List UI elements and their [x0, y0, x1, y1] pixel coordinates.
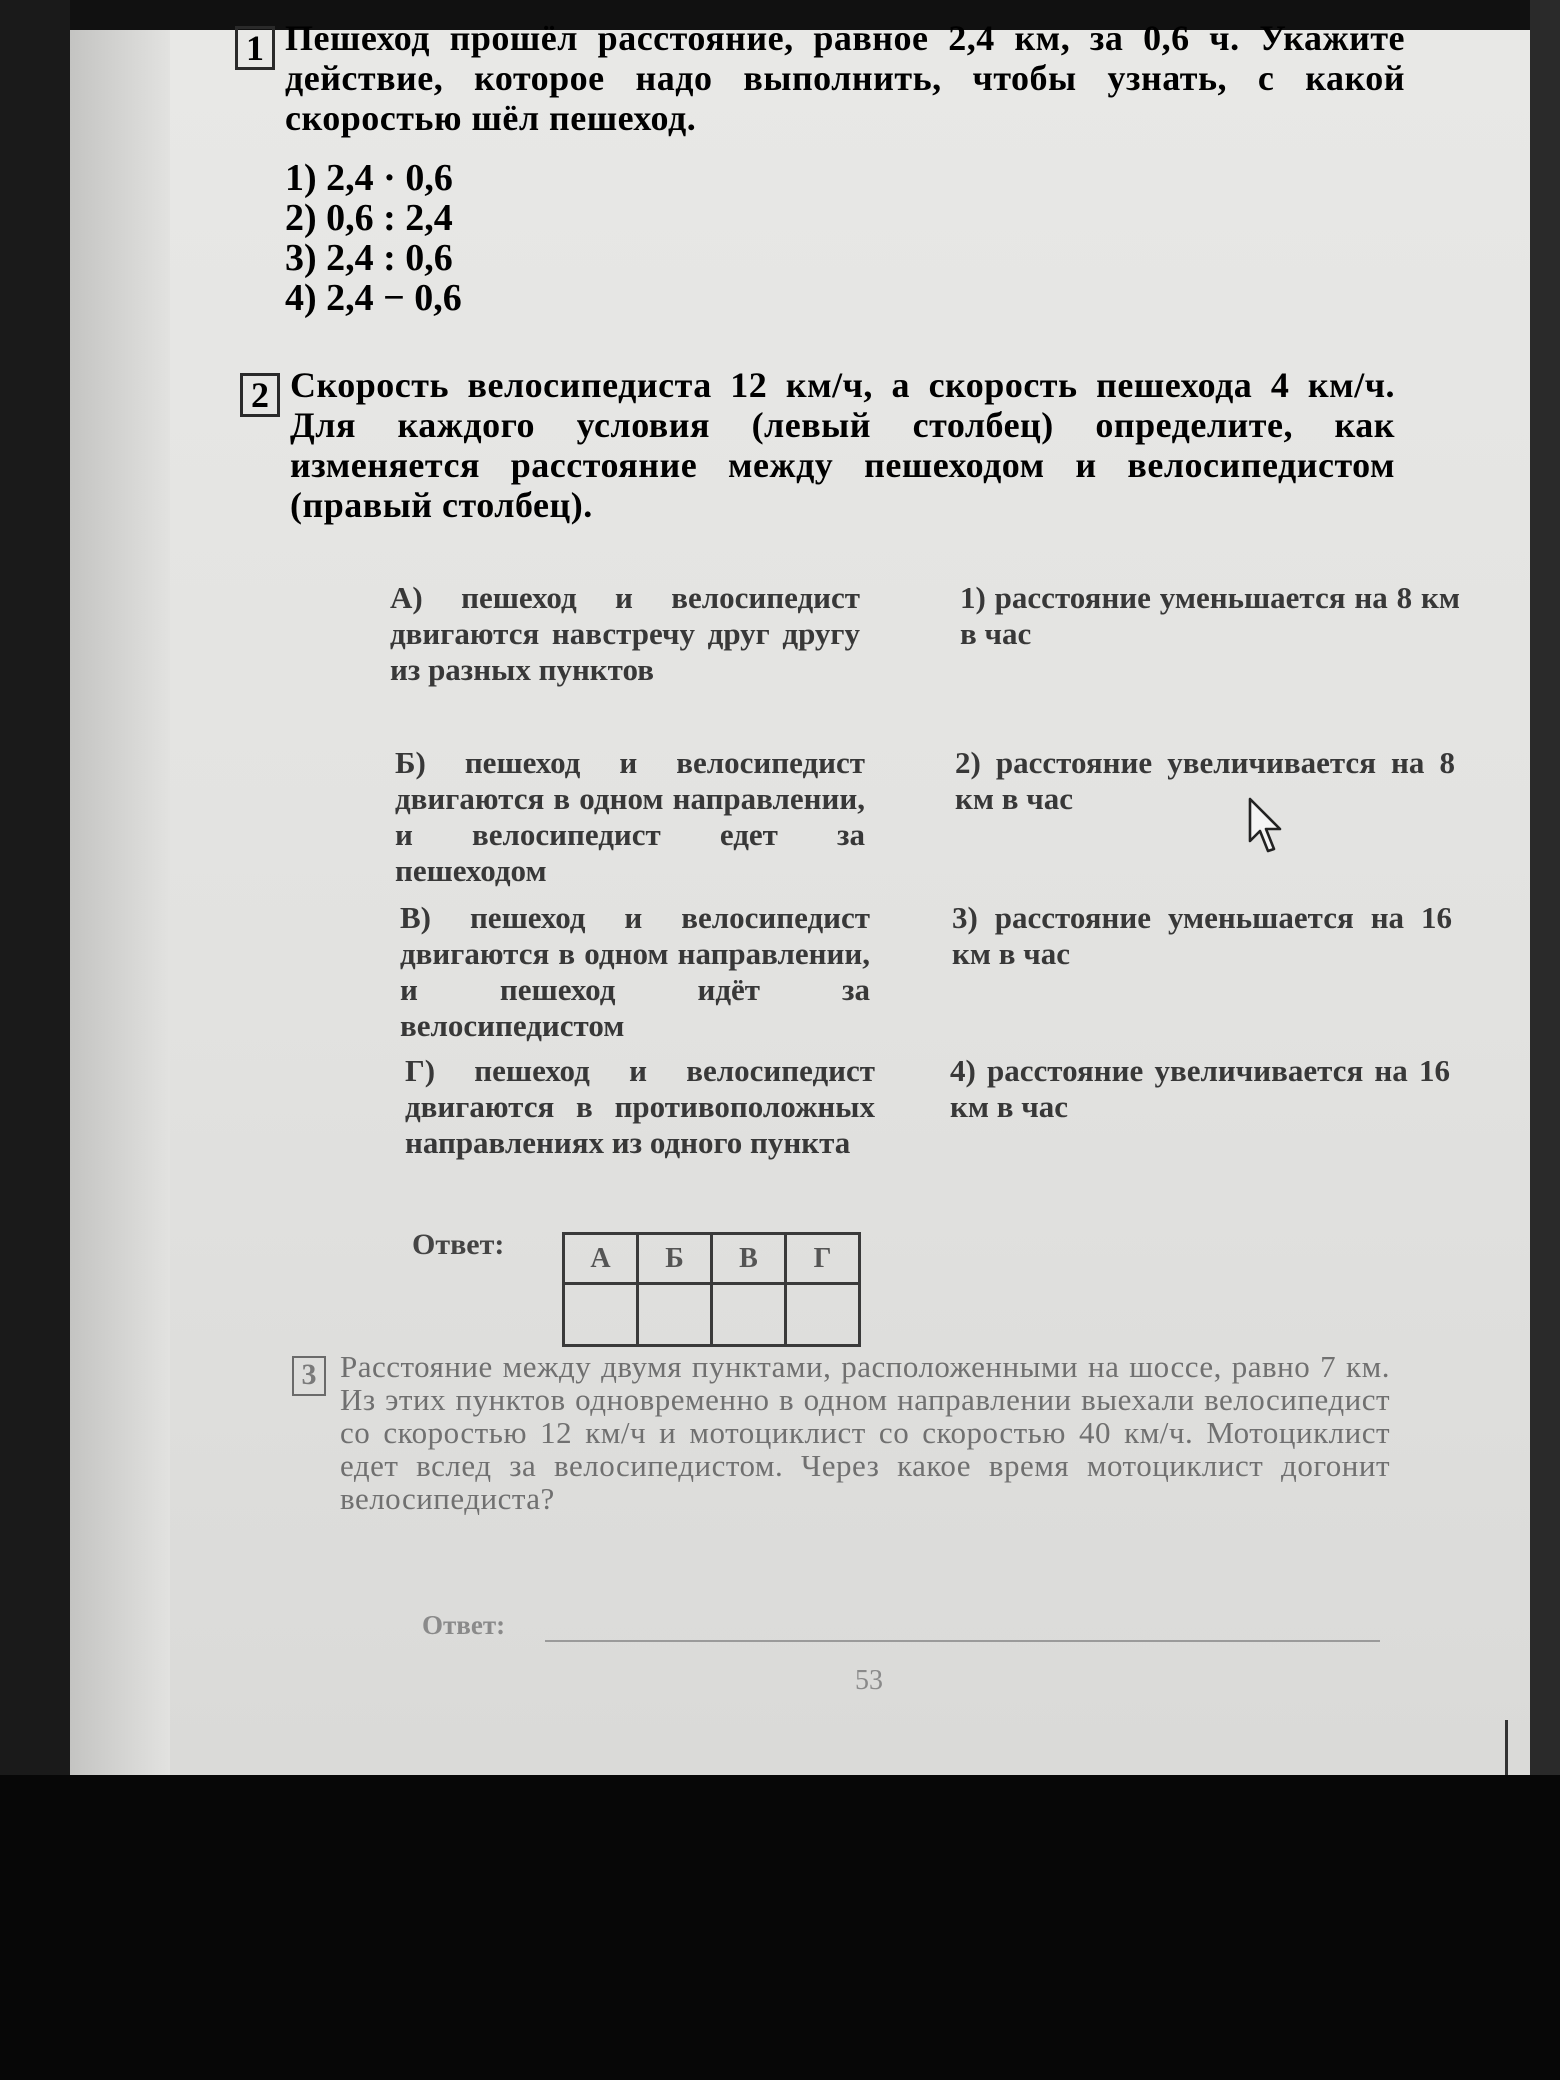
condition-a-text: А) пешеход и велосипедист двигаются навстречу друг другу из разных пунктов [390, 580, 860, 687]
task-3 [292, 1350, 1472, 1515]
answer-header-a: А [564, 1234, 638, 1284]
option-1: 1) 2,4 · 0,6 [285, 157, 453, 199]
condition-g [405, 1053, 875, 1161]
result-2 [955, 745, 1455, 817]
answer-cell-a [564, 1284, 638, 1346]
task-number: 2 [240, 373, 280, 417]
option-3: 3) 2,4 : 0,6 [285, 237, 453, 279]
answer-label-3: Ответ: [422, 1610, 506, 1640]
condition-v-text: В) пешеход и велосипедист двигаются в одном направлении, и пешеход идёт за велосипедистом [400, 900, 870, 1043]
option-2: 2) 0,6 : 2,4 [285, 197, 453, 239]
task-2 [240, 365, 1490, 525]
result-4-text: 4) расстояние увеличивается на 16 км в час [950, 1053, 1450, 1124]
result-1-text: 1) расстояние уменьшается на 8 км в час [960, 580, 1460, 651]
answer-cell-v [712, 1284, 786, 1346]
condition-v [400, 900, 870, 1044]
task-1 [235, 18, 1485, 318]
page-number: 53 [855, 1665, 883, 1696]
condition-g-text: Г) пешеход и велосипедист двигаются в противоположных направлениях из одного пункта [405, 1053, 875, 1160]
answer-cell-g [786, 1284, 860, 1346]
result-2-text: 2) расстояние увеличивается на 8 км в час [955, 745, 1455, 816]
screen-bezel-right [1530, 0, 1560, 1790]
task-question: Скорость велосипедиста 12 км/ч, а скорость пешехода 4 км/ч. Для каждого условия (левый столбец) определите, как изменяется расстояние между пешеходом и велосипедистом (правый столбец). [290, 365, 1395, 525]
answer-cell-b [638, 1284, 712, 1346]
result-3-text: 3) расстояние уменьшается на 16 км в час [952, 900, 1452, 971]
condition-b-text: Б) пешеход и велосипедист двигаются в одном направлении, и велосипедист едет за пешеходом [395, 745, 865, 888]
task-number: 3 [292, 1356, 326, 1396]
answer-table [562, 1232, 861, 1347]
answer-options [285, 158, 1485, 318]
condition-b [395, 745, 865, 889]
screen-bezel-bottom [0, 1775, 1560, 2080]
task-question: Расстояние между двумя пунктами, расположенными на шоссе, равно 7 км. Из этих пунктов одновременно в одном направлении выехали велосипедист со скоростью 12 км/ч и мотоциклист со скоростью 40 км/ч. Мотоциклист едет вслед за велосипедистом. Через какое время мотоциклист догонит велосипедиста? [340, 1349, 1390, 1516]
answer-header-v: В [712, 1234, 786, 1284]
result-3 [952, 900, 1452, 972]
answer-label: Ответ: [412, 1228, 505, 1261]
screen-bezel-left [0, 0, 70, 1790]
result-1 [960, 580, 1460, 652]
result-4 [950, 1053, 1450, 1125]
answer-header-b: Б [638, 1234, 712, 1284]
page-shadow [70, 30, 170, 1775]
task-number: 1 [235, 26, 275, 70]
condition-a [390, 580, 860, 688]
answer-header-g: Г [786, 1234, 860, 1284]
answer-line [545, 1640, 1380, 1642]
mouse-pointer-icon [1248, 797, 1288, 860]
task-question: Пешеход прошёл расстояние, равное 2,4 км, за 0,6 ч. Укажите действие, которое надо выполнить, чтобы узнать, с какой скоростью шёл пешеход. [285, 18, 1405, 138]
option-4: 4) 2,4 − 0,6 [285, 277, 462, 319]
